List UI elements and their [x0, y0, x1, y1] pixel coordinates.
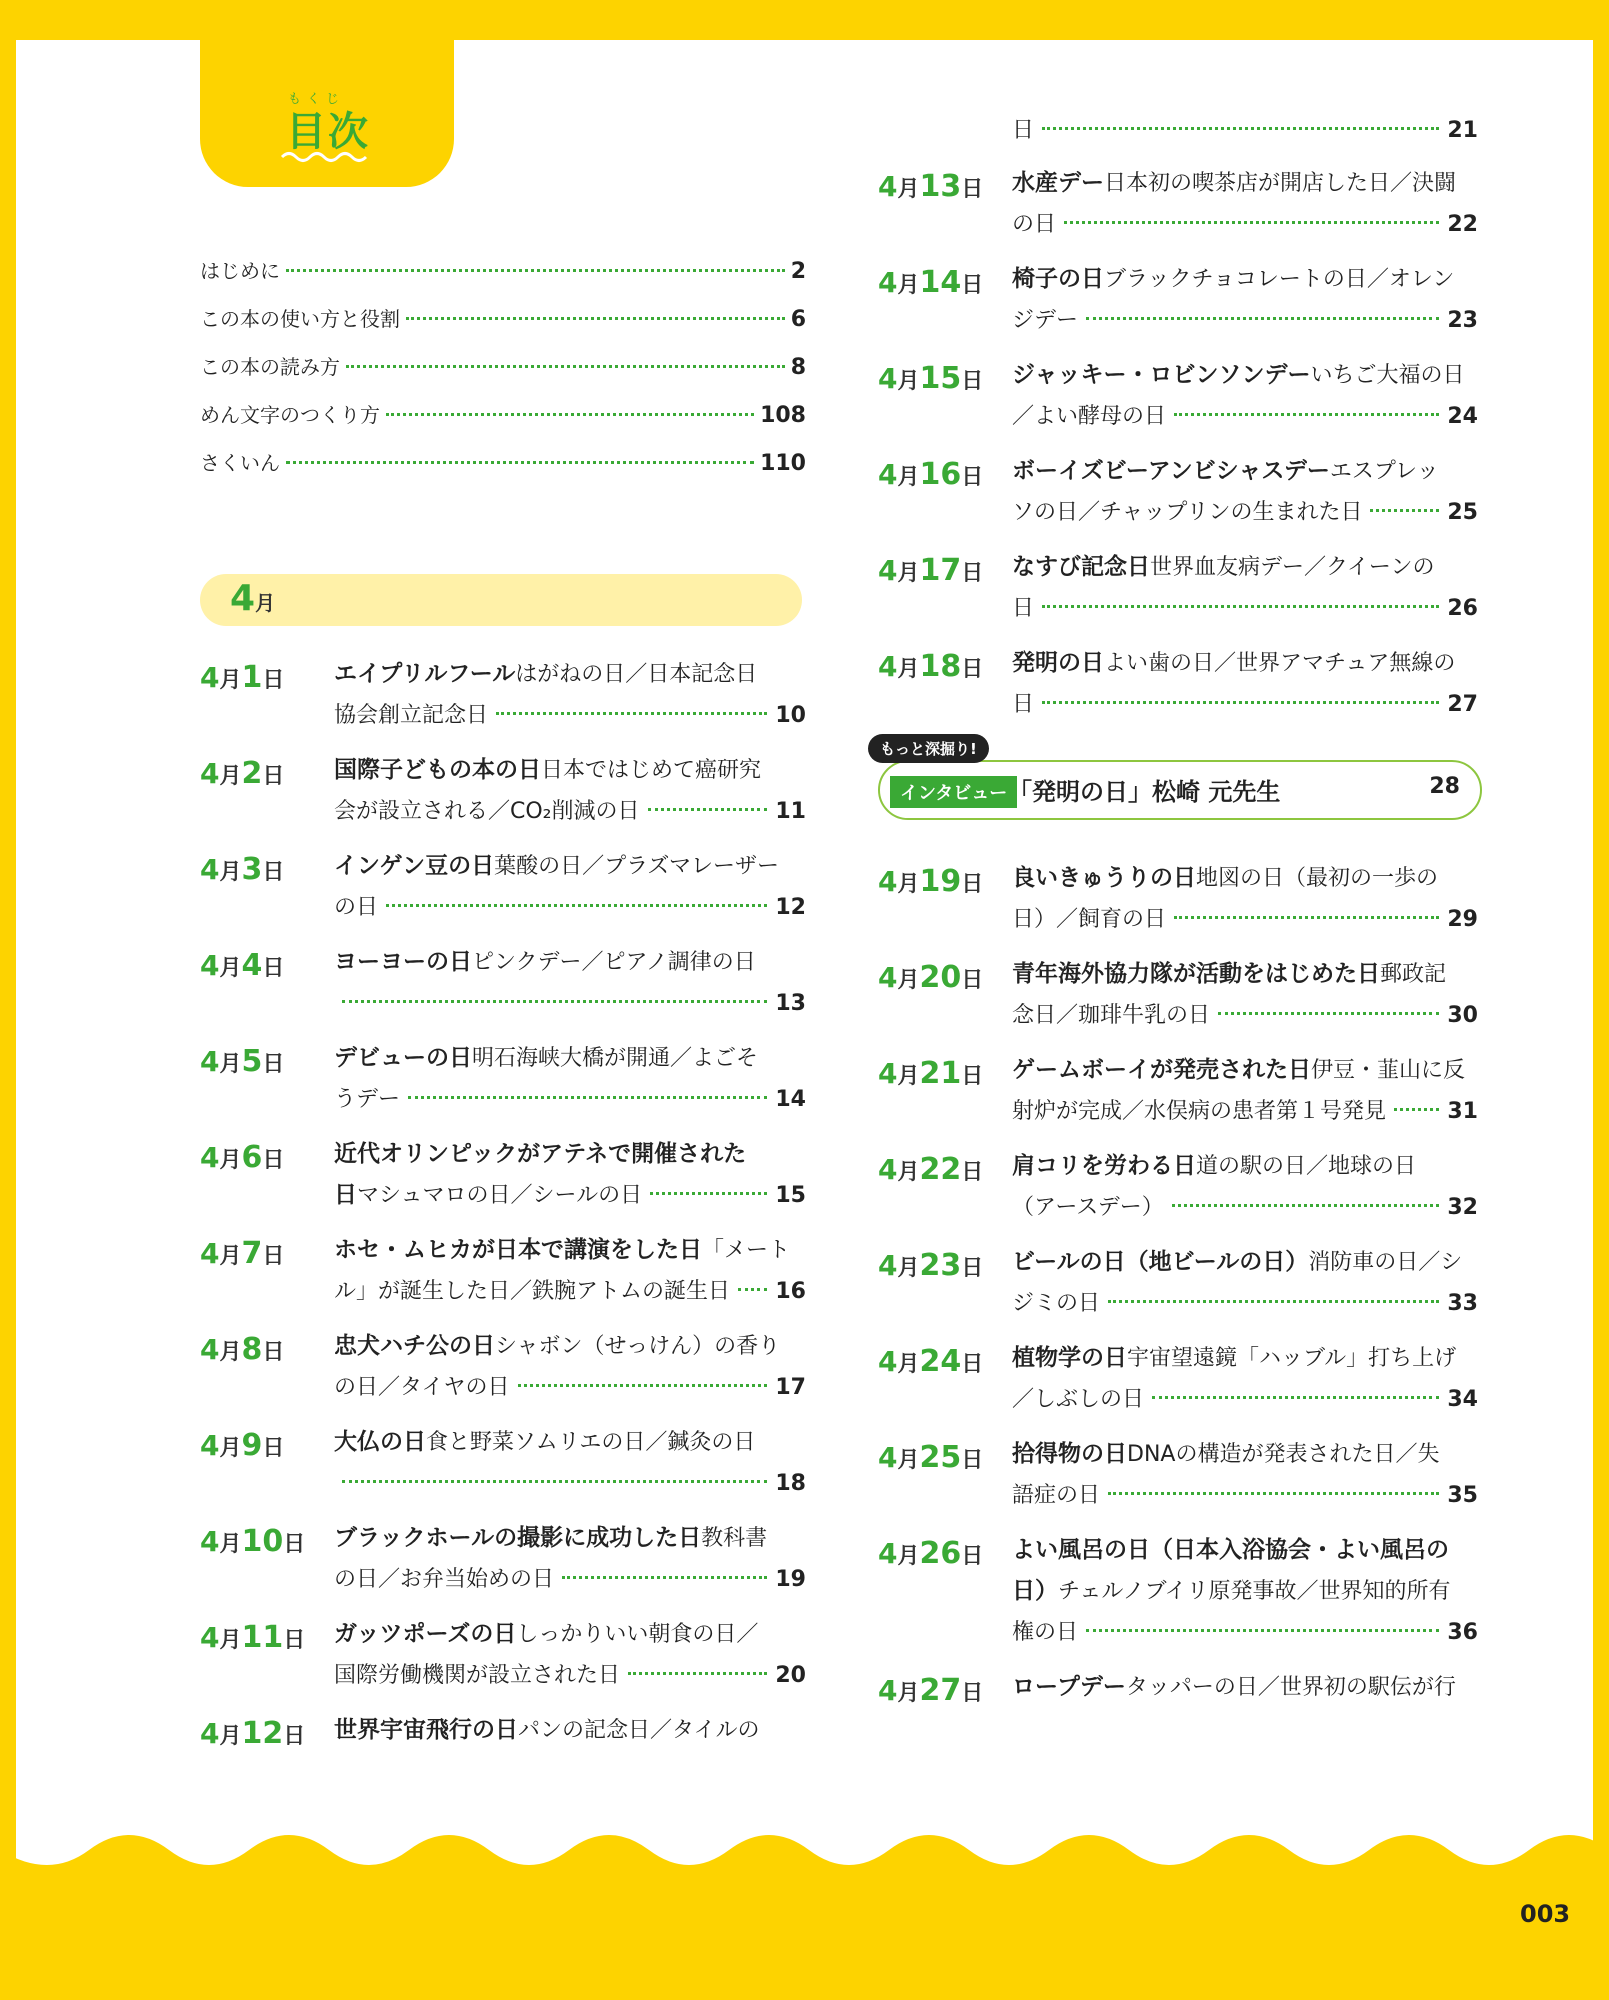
- dot-leader: [286, 269, 785, 272]
- entry-text: [1012, 163, 1478, 245]
- entry-title: 近代オリンピックがアテネで開催された: [334, 1141, 747, 1167]
- title-ruby: もくじ: [288, 92, 346, 107]
- entry-line: [1012, 355, 1478, 396]
- interview-title: 「発明の日」松崎 元先生: [1008, 778, 1281, 806]
- entry-description: の日／タイヤの日: [334, 1375, 510, 1400]
- entry-text: [334, 1614, 806, 1696]
- entry-line: [334, 1271, 806, 1312]
- entry-page-number: 30: [1447, 1003, 1478, 1028]
- entry-description: の日: [334, 895, 379, 920]
- title-tab: [200, 40, 454, 187]
- entry-line: [334, 1518, 806, 1559]
- dot-leader: [346, 365, 785, 368]
- entry-description: チェルノブイリ原発事故／世界知的所有: [1058, 1579, 1451, 1604]
- entry-page-number: 35: [1447, 1483, 1478, 1508]
- entry-line: [1012, 1283, 1478, 1324]
- entry-description: 念日／珈琲牛乳の日: [1012, 1003, 1211, 1028]
- entry-page-number: 27: [1447, 692, 1478, 717]
- entry-date: 4月16日: [878, 457, 984, 492]
- entry-description: 日）／飼育の日: [1012, 907, 1167, 932]
- entry-line: [1012, 1434, 1478, 1475]
- entry-text: [334, 1422, 806, 1504]
- entry-description: の日／お弁当始めの日: [334, 1567, 555, 1592]
- entry-title: 世界宇宙飛行の日: [334, 1717, 518, 1743]
- entry-date: 4月13日: [878, 169, 984, 204]
- entry-line: [1012, 396, 1478, 437]
- entry-page-number: 13: [775, 991, 806, 1016]
- entry-title: 水産デー: [1012, 170, 1104, 196]
- entry-text: [1012, 1530, 1478, 1653]
- entry-text: [334, 1134, 806, 1216]
- entry-text: [1012, 1146, 1478, 1228]
- entry-description: 伊豆・韮山に反: [1311, 1058, 1466, 1083]
- interview-card[interactable]: [878, 740, 1482, 820]
- entry-text: [334, 1326, 806, 1408]
- entry-description: 道の駅の日／地球の日: [1196, 1154, 1417, 1179]
- entry-line: [1012, 858, 1478, 899]
- dot-leader: [1042, 701, 1439, 704]
- entry-text: [1012, 1434, 1478, 1516]
- entry-title: デビューの日: [334, 1045, 472, 1071]
- entry-title: インゲン豆の日: [334, 853, 495, 879]
- dot-leader: [1174, 413, 1439, 416]
- entry-line: [334, 887, 806, 928]
- entry-line: [334, 791, 806, 832]
- page-title: 目次: [286, 109, 370, 155]
- squiggle-decoration: [280, 150, 370, 164]
- entry-text: [1012, 643, 1478, 725]
- month-header: [200, 574, 802, 626]
- entry-title: 日: [334, 1182, 357, 1208]
- entry-text: [334, 1710, 806, 1751]
- entry-description: ジミの日: [1012, 1291, 1101, 1316]
- entry-description: 協会創立記念日: [334, 703, 489, 728]
- entry-description: 消防車の日／シ: [1308, 1250, 1463, 1275]
- entry-date: 4月24日: [878, 1344, 984, 1379]
- entry-date: 4月12日: [200, 1716, 306, 1751]
- dot-leader: [1370, 509, 1439, 512]
- entry-page-number: 21: [1447, 118, 1478, 143]
- entry-date: 4月1日: [200, 660, 285, 695]
- entry-description: ジデー: [1012, 308, 1079, 333]
- entry-description: ブラックチョコレートの日／オレン: [1104, 267, 1455, 292]
- entry-line: [334, 1079, 806, 1120]
- entry-text: [1012, 1338, 1478, 1420]
- entry-description: 日本ではじめて癌研究: [541, 758, 762, 783]
- entry-description: DNAの構造が発表された日／失: [1127, 1442, 1440, 1467]
- entry-page-number: 33: [1447, 1291, 1478, 1316]
- dot-leader: [1086, 317, 1439, 320]
- dot-leader: [650, 1192, 767, 1195]
- entry-page-number: 12: [775, 895, 806, 920]
- entry-text: [334, 750, 806, 832]
- toc-row[interactable]: [200, 255, 806, 295]
- toc-page-number: 110: [760, 451, 806, 476]
- entry-page-number: 14: [775, 1087, 806, 1112]
- entry-text: [334, 942, 806, 1024]
- entry-title: ビールの日（地ビールの日）: [1012, 1249, 1309, 1275]
- entry-line: [334, 1463, 806, 1504]
- entry-date: 4月6日: [200, 1140, 285, 1175]
- entry-title: 椅子の日: [1012, 266, 1104, 292]
- dot-leader: [286, 461, 754, 464]
- dot-leader: [1108, 1300, 1439, 1303]
- entry-title: ボーイズビーアンビシャスデー: [1012, 458, 1330, 484]
- entry-line: [334, 1038, 806, 1079]
- entry-line: [334, 1422, 806, 1463]
- entry-description: パンの記念日／タイルの: [518, 1718, 760, 1743]
- entry-line: [334, 1614, 806, 1655]
- entry-title: ブラックホールの撮影に成功した日: [334, 1525, 702, 1551]
- entry-description: 日本初の喫茶店が開店した日／決闘: [1104, 171, 1457, 196]
- month-number: 4: [230, 578, 256, 619]
- entry-page-number: 11: [775, 799, 806, 824]
- month-unit: 月: [255, 591, 276, 615]
- entry-description: 射炉が完成／水俣病の患者第１号発見: [1012, 1099, 1387, 1124]
- entry-title: ヨーヨーの日: [334, 949, 472, 975]
- entry-line: [334, 1710, 806, 1751]
- entry-date: 4月2日: [200, 756, 285, 791]
- toc-label: めん文字のつくり方: [200, 403, 380, 427]
- entry-line: [1012, 1475, 1478, 1516]
- entry-page-number: 34: [1447, 1387, 1478, 1412]
- dot-leader: [1174, 916, 1439, 919]
- entry-line: [334, 1134, 806, 1175]
- dot-leader: [628, 1672, 767, 1675]
- entry-date: 4月14日: [878, 265, 984, 300]
- entry-line: [1012, 300, 1478, 341]
- dot-leader: [1218, 1012, 1439, 1015]
- entry-date: 4月26日: [878, 1536, 984, 1571]
- entry-line: [334, 1367, 806, 1408]
- entry-text: [1012, 451, 1478, 533]
- entry-page-number: 19: [775, 1567, 806, 1592]
- entry-description: タッパーの日／世界初の駅伝が行: [1125, 1675, 1456, 1700]
- entry-text: [1012, 954, 1478, 1036]
- entry-text: [1012, 1242, 1478, 1324]
- entry-title: ガッツポーズの日: [334, 1621, 517, 1647]
- entry-page-number: 24: [1447, 404, 1478, 429]
- entry-description: よい歯の日／世界アマチュア無線の: [1104, 651, 1456, 676]
- entry-line: [1012, 684, 1478, 725]
- entry-date: 4月17日: [878, 553, 984, 588]
- entry-description: 日: [1012, 692, 1035, 717]
- toc-page-number: 2: [790, 259, 806, 284]
- entry-description: 国際労働機関が設立された日: [334, 1663, 621, 1688]
- entry-text: [334, 1038, 806, 1120]
- entry-text: [1012, 355, 1478, 437]
- entry-description: （アースデー）: [1012, 1195, 1164, 1220]
- entry-text: [334, 1518, 806, 1600]
- entry-description: エスプレッ: [1329, 459, 1439, 484]
- entry-line: [334, 983, 806, 1024]
- entry-date: 4月20日: [878, 960, 984, 995]
- entry-description: 地図の日（最初の一歩の: [1196, 866, 1439, 891]
- entry-title: 国際子どもの本の日: [334, 757, 541, 783]
- entry-line: [1012, 1187, 1478, 1228]
- entry-date: 4月5日: [200, 1044, 285, 1079]
- entry-page-number: 18: [775, 1471, 806, 1496]
- dot-leader: [1086, 1629, 1439, 1632]
- entry-date: 4月27日: [878, 1673, 984, 1708]
- dot-leader: [648, 808, 768, 811]
- entry-description: しっかりいい朝食の日／: [516, 1622, 759, 1647]
- entry-date: 4月22日: [878, 1152, 984, 1187]
- entry-line: [1012, 259, 1478, 300]
- entry-description: ソの日／チャップリンの生まれた日: [1012, 500, 1363, 525]
- entry-line: [334, 1655, 806, 1696]
- entry-line: [334, 1175, 806, 1216]
- entry-title: 大仏の日: [334, 1429, 426, 1455]
- entry-line: [1012, 1571, 1478, 1612]
- toc-page-number: 108: [760, 403, 806, 428]
- entry-title: 忠犬ハチ公の日: [334, 1333, 495, 1359]
- entry-date: 4月3日: [200, 852, 285, 887]
- entry-date: 4月23日: [878, 1248, 984, 1283]
- dot-leader: [496, 712, 767, 715]
- interview-tag: インタビュー: [890, 776, 1017, 808]
- entry-line: [1012, 1612, 1478, 1653]
- entry-date: 4月8日: [200, 1332, 285, 1367]
- entry-page-number: 23: [1447, 308, 1478, 333]
- entry-description: 明石海峡大橋が開通／よごそ: [472, 1046, 759, 1071]
- entry-line: [1012, 163, 1478, 204]
- entry-date: 4月19日: [878, 864, 984, 899]
- toc-page-number: 8: [790, 355, 806, 380]
- entry-line: [1012, 492, 1478, 533]
- entry-date: 4月9日: [200, 1428, 285, 1463]
- entry-description: 日: [1012, 118, 1035, 143]
- entry-line: [334, 1230, 806, 1271]
- entry-line: [334, 1559, 806, 1600]
- entry-title: よい風呂の日（日本入浴協会・よい風呂の: [1012, 1537, 1449, 1563]
- toc-label: はじめに: [200, 259, 280, 283]
- toc-row[interactable]: [200, 303, 806, 343]
- entry-title: なすび記念日: [1012, 554, 1150, 580]
- entry-description: ル」が誕生した日／鉄腕アトムの誕生日: [334, 1279, 731, 1304]
- entry-description: の日: [1012, 212, 1057, 237]
- interview-page: 28: [1429, 774, 1460, 799]
- entry-line: [334, 1326, 806, 1367]
- entry-description: はがねの日／日本記念日: [515, 662, 758, 687]
- entry-line: [1012, 1338, 1478, 1379]
- entry-text: [334, 654, 806, 736]
- dot-leader: [1172, 1204, 1440, 1207]
- entry-line: [334, 654, 806, 695]
- entry-title: 日）: [1012, 1578, 1058, 1604]
- entry-title: 青年海外協力隊が活動をはじめた日: [1012, 961, 1380, 987]
- entry-title: ジャッキー・ロビンソンデー: [1012, 362, 1311, 388]
- dot-leader: [1042, 127, 1439, 130]
- entry-date: 4月4日: [200, 948, 285, 983]
- entry-date: 4月18日: [878, 649, 984, 684]
- entry-description: 日: [1012, 596, 1035, 621]
- entry-text: [1012, 259, 1478, 341]
- entry-line: [1012, 995, 1478, 1036]
- entry-line: [1012, 110, 1478, 151]
- entry-line: [1012, 1146, 1478, 1187]
- entry-line: [334, 750, 806, 791]
- entry-page-number: 26: [1447, 596, 1478, 621]
- entry-title: 拾得物の日: [1012, 1441, 1127, 1467]
- dot-leader: [1108, 1492, 1439, 1495]
- dot-leader: [1064, 221, 1439, 224]
- entry-date: 4月15日: [878, 361, 984, 396]
- entry-date: 4月21日: [878, 1056, 984, 1091]
- entry-text: [1012, 110, 1478, 151]
- entry-title: 肩コリを労わる日: [1012, 1153, 1196, 1179]
- entry-text: [334, 846, 806, 928]
- entry-description: うデー: [334, 1087, 401, 1112]
- entry-page-number: 22: [1447, 212, 1478, 237]
- entry-text: [1012, 858, 1478, 940]
- entry-page-number: 17: [775, 1375, 806, 1400]
- dot-leader: [1152, 1396, 1439, 1399]
- dot-leader: [738, 1288, 767, 1291]
- entry-line: [1012, 643, 1478, 684]
- entry-page-number: 29: [1447, 907, 1478, 932]
- page-number: 003: [1520, 1900, 1571, 1928]
- entry-line: [1012, 588, 1478, 629]
- entry-text: [1012, 1050, 1478, 1132]
- entry-description: シャボン（せっけん）の香り: [495, 1334, 781, 1359]
- entry-description: 語症の日: [1012, 1483, 1101, 1508]
- toc-row[interactable]: [200, 447, 806, 487]
- entry-line: [1012, 1530, 1478, 1571]
- entry-description: ／よい酵母の日: [1012, 404, 1167, 429]
- entry-line: [334, 942, 806, 983]
- entry-text: [1012, 1667, 1478, 1708]
- entry-line: [1012, 451, 1478, 492]
- entry-description: いちご大福の日: [1310, 363, 1465, 388]
- entry-description: マシュマロの日／シールの日: [357, 1183, 643, 1208]
- entry-date: 4月7日: [200, 1236, 285, 1271]
- entry-page-number: 16: [775, 1279, 806, 1304]
- entry-title: ロープデー: [1012, 1674, 1126, 1700]
- entry-description: ピンクデー／ピアノ調律の日: [472, 950, 756, 975]
- entry-title: エイプリルフール: [334, 661, 516, 687]
- entry-line: [334, 695, 806, 736]
- entry-description: 権の日: [1012, 1620, 1079, 1645]
- entry-page-number: 32: [1447, 1195, 1478, 1220]
- entry-date: 4月25日: [878, 1440, 984, 1475]
- entry-text: [334, 1230, 806, 1312]
- toc-page-number: 6: [790, 307, 806, 332]
- entry-title: 良いきゅうりの日: [1012, 865, 1196, 891]
- entry-title: ホセ・ムヒカが日本で講演をした日: [334, 1237, 702, 1263]
- entry-line: [1012, 204, 1478, 245]
- bottom-wave-border: [0, 1810, 1609, 1920]
- entry-page-number: 36: [1447, 1620, 1478, 1645]
- entry-line: [334, 846, 806, 887]
- dot-leader: [386, 413, 754, 416]
- dot-leader: [342, 1000, 767, 1003]
- dot-leader: [562, 1576, 767, 1579]
- entry-description: 宇宙望遠鏡「ハッブル」打ち上げ: [1127, 1346, 1457, 1371]
- entry-page-number: 10: [775, 703, 806, 728]
- entry-line: [1012, 1379, 1478, 1420]
- entry-title: 発明の日: [1012, 650, 1104, 676]
- entry-description: 「メート: [702, 1238, 791, 1263]
- entry-line: [1012, 547, 1478, 588]
- dot-leader: [1394, 1108, 1439, 1111]
- entry-line: [1012, 899, 1478, 940]
- toc-label: この本の使い方と役割: [200, 307, 400, 331]
- entry-description: 郵政記: [1380, 962, 1447, 987]
- entry-description: 食と野菜ソムリエの日／鍼灸の日: [426, 1430, 756, 1455]
- entry-description: 会が設立される／CO₂削減の日: [334, 799, 640, 824]
- entry-description: 世界血友病デー／クイーンの: [1150, 555, 1435, 580]
- dot-leader: [408, 1096, 767, 1099]
- entry-page-number: 20: [775, 1663, 806, 1688]
- entry-line: [1012, 1242, 1478, 1283]
- entry-date: 4月10日: [200, 1524, 306, 1559]
- entry-line: [1012, 954, 1478, 995]
- dig-deeper-bubble: もっと深掘り!: [868, 734, 989, 763]
- toc-row[interactable]: [200, 399, 806, 439]
- entry-title: ゲームボーイが発売された日: [1012, 1057, 1311, 1083]
- entry-line: [1012, 1091, 1478, 1132]
- toc-label: さくいん: [200, 451, 280, 475]
- entry-page-number: 25: [1447, 500, 1478, 525]
- dot-leader: [342, 1480, 767, 1483]
- entry-description: ／しぶしの日: [1012, 1387, 1145, 1412]
- entry-title: 植物学の日: [1012, 1345, 1127, 1371]
- dot-leader: [1042, 605, 1439, 608]
- entry-date: 4月11日: [200, 1620, 306, 1655]
- dot-leader: [518, 1384, 768, 1387]
- entry-line: [1012, 1050, 1478, 1091]
- toc-label: この本の読み方: [200, 355, 340, 379]
- entry-line: [1012, 1667, 1478, 1708]
- dot-leader: [406, 317, 785, 320]
- entry-description: 葉酸の日／プラズマレーザー: [494, 854, 779, 879]
- entry-description: 教科書: [701, 1526, 768, 1551]
- entry-text: [1012, 547, 1478, 629]
- entry-page-number: 31: [1447, 1099, 1478, 1124]
- toc-row[interactable]: [200, 351, 806, 391]
- entry-page-number: 15: [775, 1183, 806, 1208]
- dot-leader: [386, 904, 767, 907]
